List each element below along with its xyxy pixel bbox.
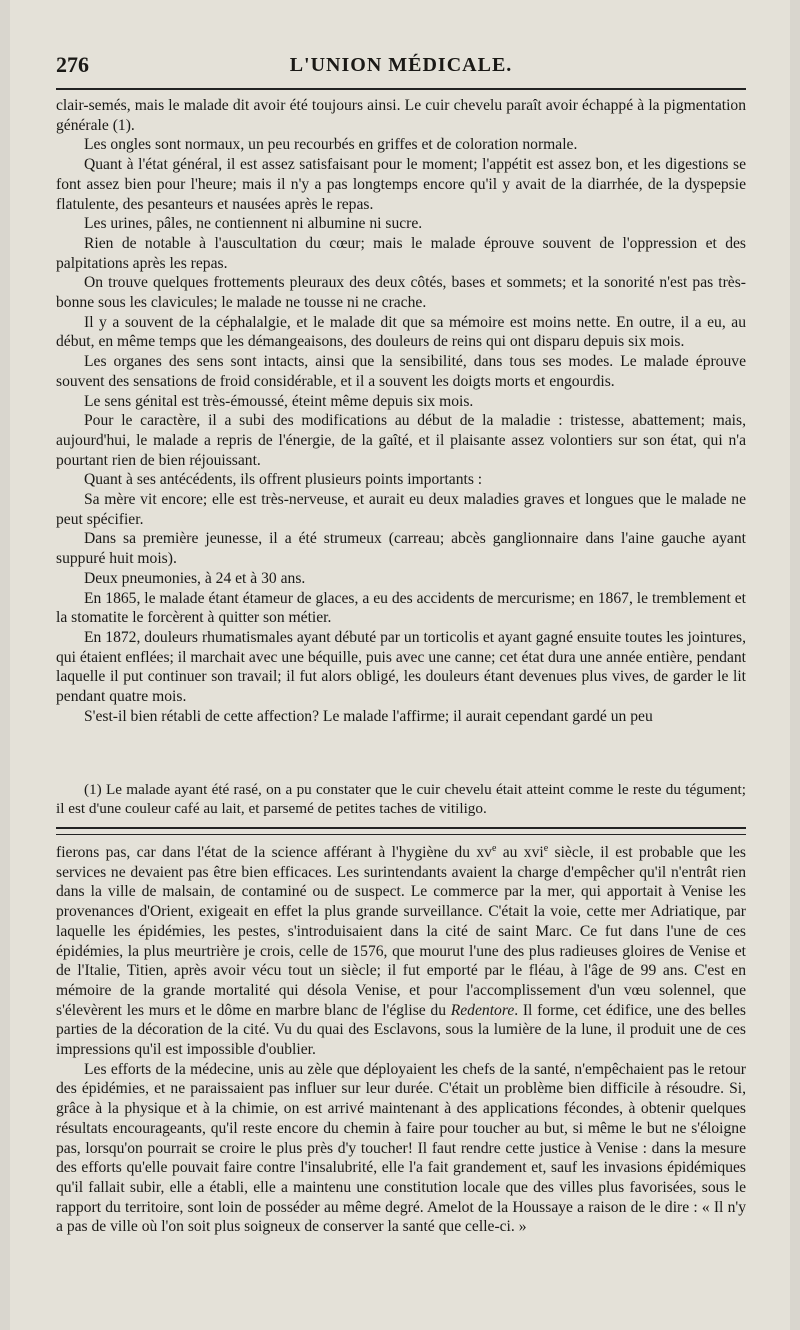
article-paragraph: On trouve quelques frottements pleuraux des deux côtés, bases et sommets; et la sonorité n'est pas très-bonne sous les clavicules; le malade ne tousse ni ne crache.: [56, 274, 746, 312]
article-paragraph: Les ongles sont normaux, un peu recourbés en griffes et de coloration normale.: [84, 136, 578, 154]
article-paragraph: clair-semés, mais le malade dit avoir été toujours ainsi. Le cuir chevelu paraît avoir échappé à la pigmentation générale (1).: [56, 97, 746, 134]
article-paragraph: Le sens génital est très-émoussé, éteint même depuis six mois.: [84, 392, 474, 410]
feuilleton-separator: [56, 827, 746, 835]
page-number: 276: [56, 52, 89, 77]
article-paragraph: Dans sa première jeunesse, il a été strumeux (carreau; abcès ganglionnaire dans l'aine gauche ayant suppuré huit mois).: [56, 530, 746, 568]
running-title: L'UNION MÉDICALE.: [289, 54, 513, 76]
article-paragraph: Pour le caractère, il a subi des modifications au début de la maladie : tristesse, abattement; mais, aujourd'hui, le malade a repris de l'énergie, de la gaîté, et il plaisante assez volontiers sur son état, qui n'a pourtant rien de bien réjouissant.: [56, 412, 746, 469]
superscript: e: [491, 842, 497, 854]
feuilleton-text: au xvi: [496, 844, 544, 861]
feuilleton-body: [56, 843, 746, 1237]
page-header: [56, 52, 746, 82]
page: [10, 0, 790, 1330]
article-paragraph: Sa mère vit encore; elle est très-nerveuse, et aurait eu deux maladies graves et longues que le malade ne peut spécifier.: [56, 491, 746, 528]
article-body: [56, 96, 746, 727]
feuilleton-paragraph: Les efforts de la médecine, unis au zèle que déployaient les chefs de la santé, n'empêchaient pas le retour des épidémies, et ne paraissaient pas influer sur leur durée. C'était un problème bien difficile à résoudre. Si, grâce à la physique et à la chimie, on est arrivé maintenant à des applications fécondes, à obtenir quelques résultats encourageants, qu'il reste encore du chemin à faire pour toucher au but, si même le but ne s'éloigne pas, lorsqu'on pourrait se croire le plus près d'y toucher! Il faut rendre cette justice à Venise : dans la mesure des efforts qu'elle pouvait faire contre l'insalubrité, elle l'a fait grandement et, sauf les invasions épidémiques qu'il fallait subir, elle a établi, elle a maintenu une constitution locale que des villes plus favorisées, sous le rapport du territoire, sont loin de posséder au même degré. Amelot de la Houssaye a raison de le dire : « Il n'y a pas de ville où l'on soit plus soigneux de conserver la santé que celle-ci. »: [56, 1060, 746, 1236]
feuilleton-paragraph: [56, 843, 746, 1060]
article-paragraph: Les urines, pâles, ne contiennent ni albumine ni sucre.: [84, 215, 423, 233]
article-paragraph: En 1872, douleurs rhumatismales ayant débuté par un torticolis et ayant gagné ensuite toutes les jointures, qui étaient enflées; il marchait avec une béquille, puis avec une canne; cet état dura une année entière, pendant laquelle il put continuer son travail; il fut alors obligé, les douleurs étant devenues plus vives, de garder le lit pendant quatre mois.: [56, 628, 746, 706]
feuilleton-text: fierons pas, car dans l'état de la science afférant à l'hygiène du xv: [56, 844, 492, 861]
feuilleton-text: siècle, il est probable que les services ne devaient pas être bien efficaces. Les surintendants avaient la charge d'empêcher qu'il n'entrât rien dans la ville de malsain, de contaminé ou de suspect. Le commerce par la mer, qui apportait à Venise les provenances d'Orient, exigeait en effet la plus grande surveillance. C'était la voie, cette mer Adriatique, par laquelle les épidémies, les pestes, s'introduisaient dans la cité de saint Marc. Ce fut dans l'une de ces épidémies, la plus meurtrière je crois, celle de 1576, que mourut l'une des plus radieuses gloires de Venise et de l'Italie, Titien, après avoir vécu tout un siècle; il fut emporté par le fléau, à l'âge de 99 ans. C'est en mémoire de la grande mortalité qui désola Venise, et pour l'accomplissement d'un vœu solennel, que s'élevèrent les murs et le dôme en marbre blanc de l'église du: [56, 844, 746, 1019]
article-paragraph: Il y a souvent de la céphalalgie, et le malade dit que sa mémoire est moins nette. En outre, il a eu, au début, en même temps que les démangeaisons, des douleurs de reins qui ont disparu depuis six mois.: [56, 313, 746, 351]
article-paragraph: En 1865, le malade étant étameur de glaces, a eu des accidents de mercurisme; en 1867, le tremblement et la stomatite le forcèrent à quitter son métier.: [56, 589, 746, 627]
article-paragraph: S'est-il bien rétabli de cette affection? Le malade l'affirme; il aurait cependant gardé un peu: [84, 707, 653, 725]
footnote-text: (1) Le malade ayant été rasé, on a pu constater que le cuir chevelu était atteint comme le reste du tégument; il est d'une couleur café au lait, et parsemé de petites taches de vitiligo.: [56, 781, 746, 817]
article-paragraph: Rien de notable à l'auscultation du cœur; mais le malade éprouve souvent de l'oppression et des palpitations après les repas.: [56, 234, 746, 272]
header-rule: [56, 88, 746, 90]
article-paragraph: Deux pneumonies, à 24 et à 30 ans.: [84, 569, 306, 587]
article-paragraph: Quant à l'état général, il est assez satisfaisant pour le moment; l'appétit est assez bon, et les digestions se font assez bien pour l'heure; mais il n'y a pas longtemps encore qu'il y avait de la diarrhée, de la dyspepsie flatulente, des pesanteurs et nausées après le repas.: [56, 156, 746, 213]
italic-term: Redentore: [450, 1001, 515, 1019]
feuilleton-text: . Il forme, cet édifice, une des belles parties de la décoration de la cité. Vu du quai des Esclavons, sous la lumière de la lune, il produit une de ces impressions qu'il est impossible d'oublier.: [56, 1001, 746, 1059]
footnote: [56, 780, 746, 818]
superscript: e: [543, 842, 549, 854]
article-paragraph: Quant à ses antécédents, ils offrent plusieurs points importants :: [84, 471, 483, 489]
article-paragraph: Les organes des sens sont intacts, ainsi que la sensibilité, dans tous ses modes. Le malade éprouve souvent des sensations de froid considérable, et il a souvent les doigts morts et engourdis.: [56, 353, 746, 390]
